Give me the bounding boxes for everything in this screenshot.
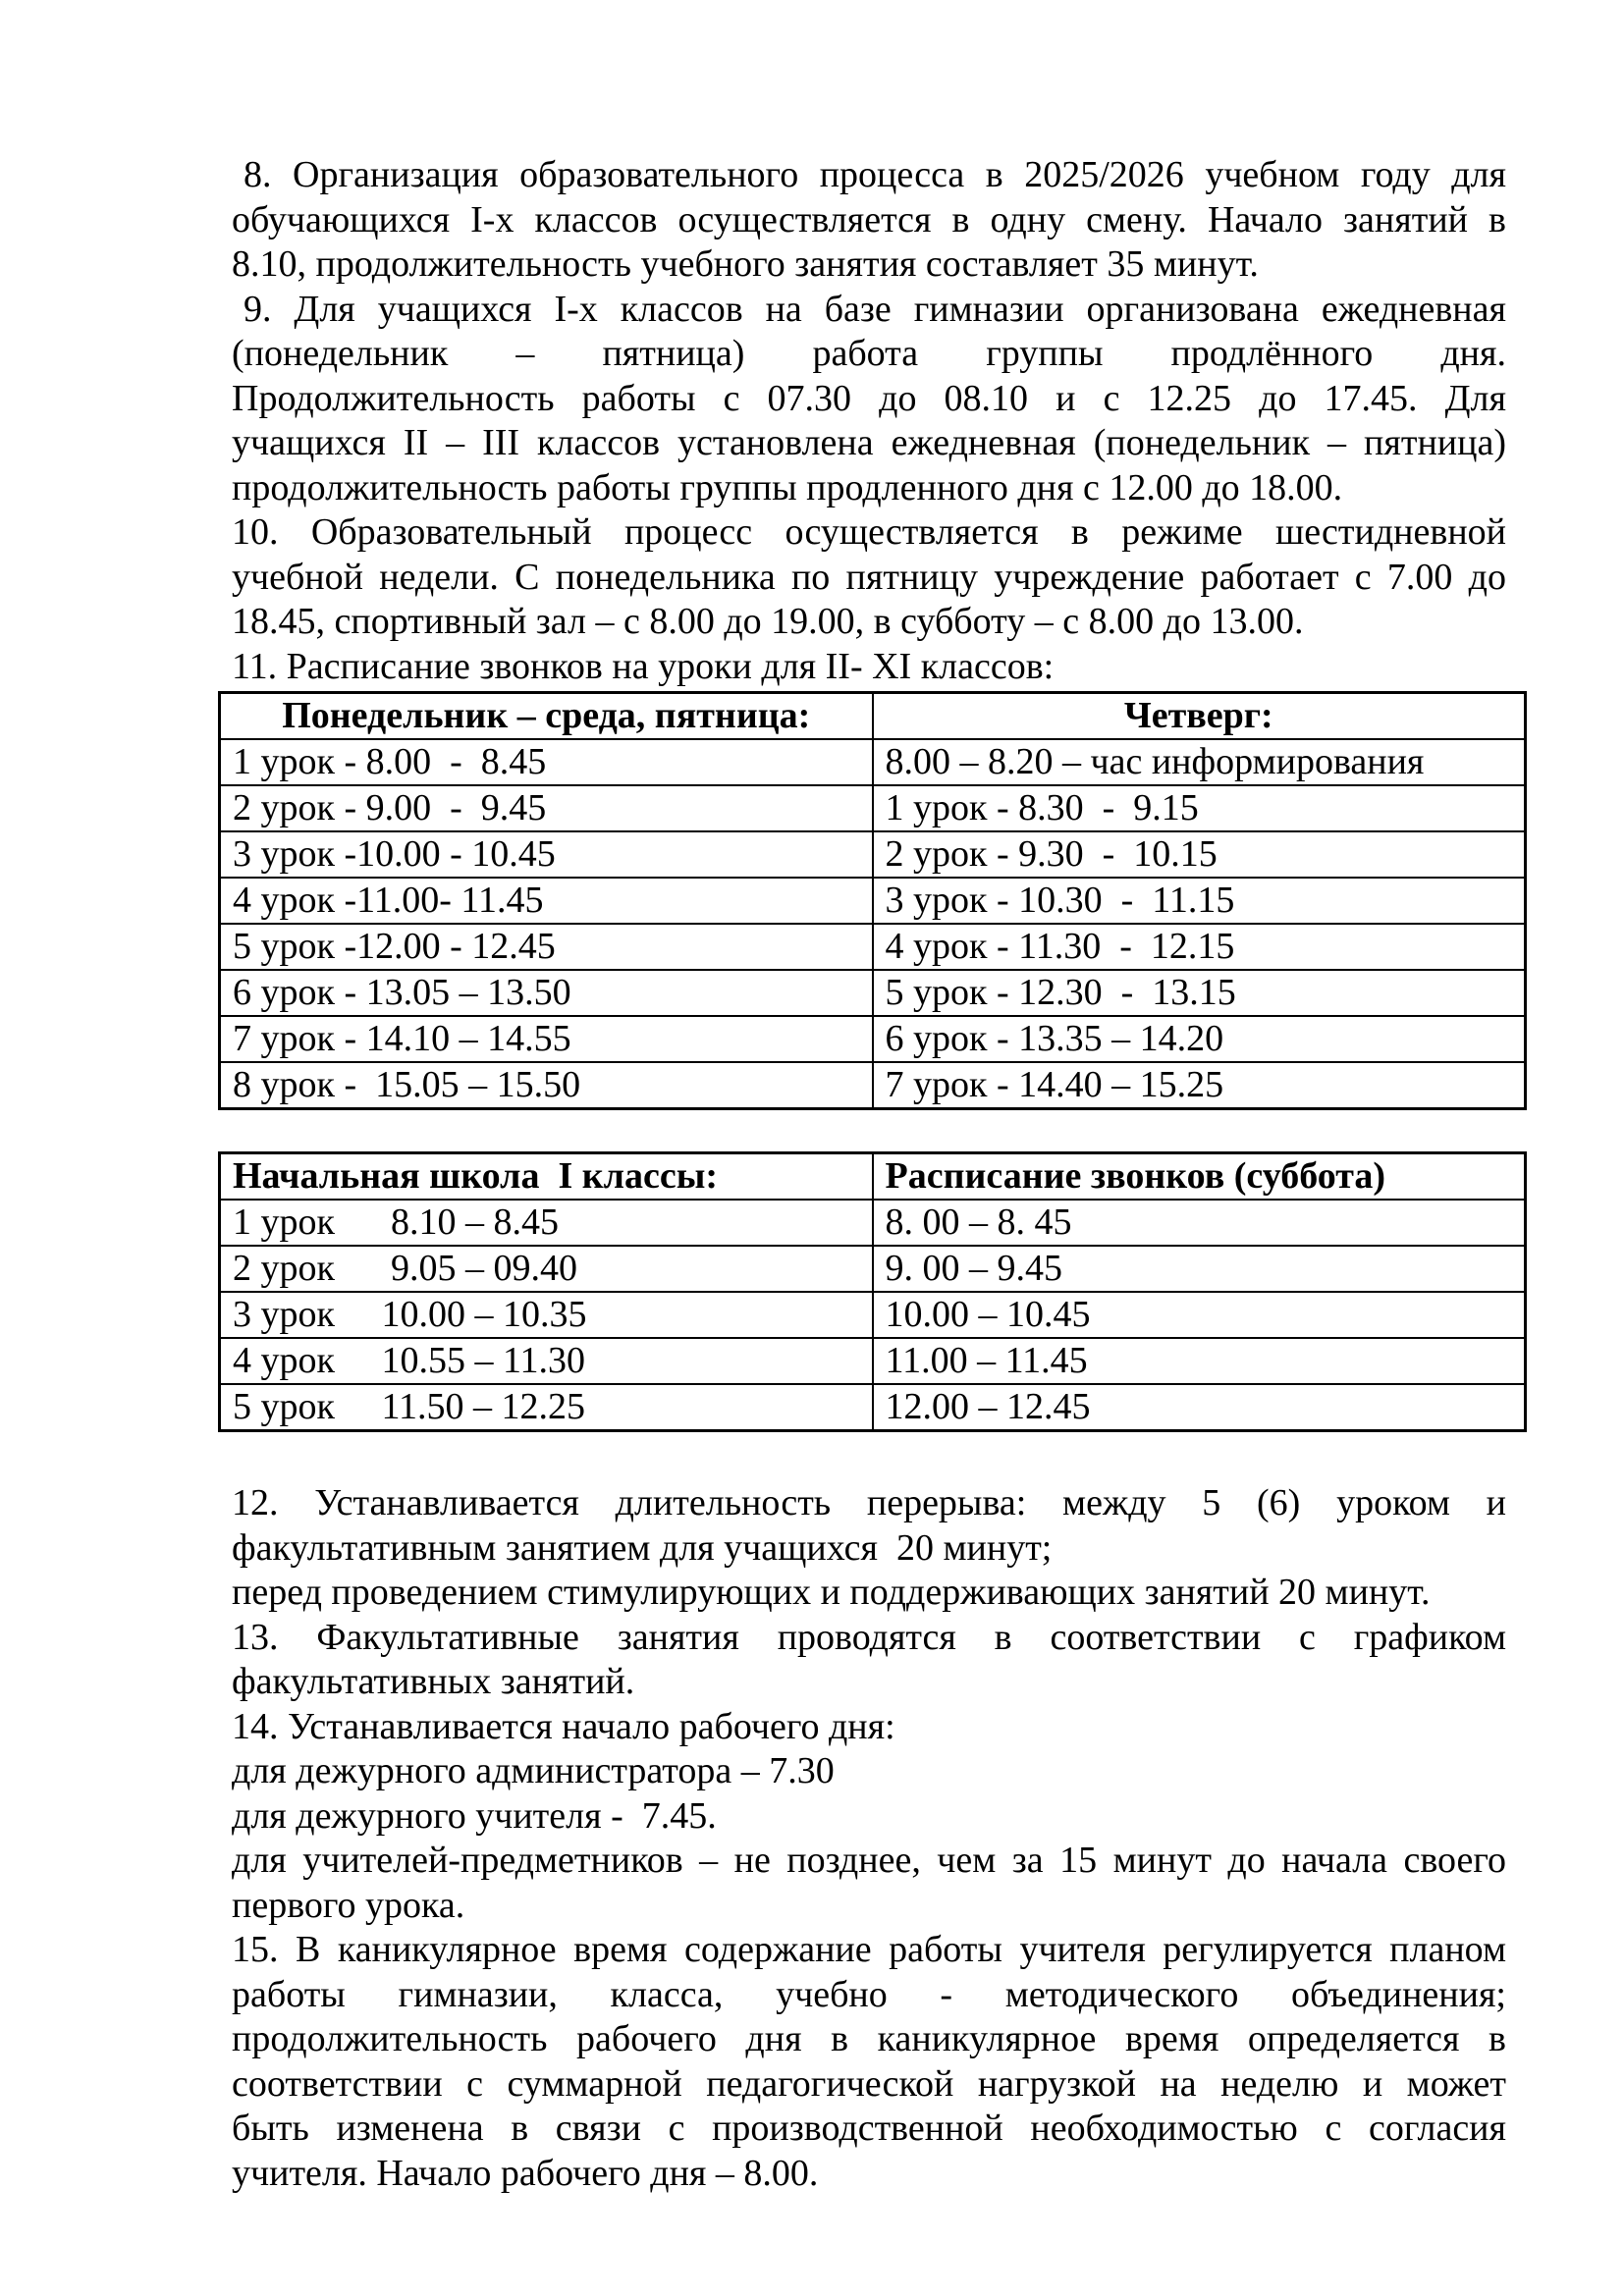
lesson-time-cell: 4 урок -11.00- 11.45 (220, 878, 873, 924)
lesson-time-cell: 2 урок - 9.00 - 9.45 (220, 785, 873, 831)
table-row (220, 970, 1526, 1016)
table-row (220, 739, 1526, 785)
text-line: Продолжительность работы с 07.30 до 08.10 и с 12.25 до 17.45. Для (232, 377, 1506, 419)
text-line: работы гимназии, класса, учебно - методического объединения; (232, 1973, 1506, 2015)
text-line: для дежурного учителя - 7.45. (232, 1794, 717, 1837)
lesson-time-cell: 10.00 – 10.45 (873, 1292, 1526, 1338)
lesson-time-cell: 1 урок - 8.30 - 9.15 (873, 785, 1526, 831)
lesson-time-cell: 12.00 – 12.45 (873, 1384, 1526, 1431)
text-line: быть изменена в связи с производственной необходимостью с согласия (232, 2108, 1506, 2149)
text-line: продолжительность рабочего дня в каникулярное время определяется в (232, 2018, 1506, 2059)
table-row (220, 1292, 1526, 1338)
text-line: 13. Факультативные занятия проводятся в соответствии с графиком (232, 1616, 1506, 1658)
header-thursday-cell: Четверг: (873, 693, 1526, 740)
lesson-time-cell: 3 урок - 10.30 - 11.15 (873, 878, 1526, 924)
table-header-row (220, 1153, 1526, 1201)
table-row (220, 1062, 1526, 1109)
text-line: 12. Устанавливается длительность перерыва: между 5 (6) уроком и (232, 1482, 1506, 1523)
lesson-time-cell: 1 урок 8.10 – 8.45 (220, 1200, 873, 1246)
table-row (220, 924, 1526, 970)
lesson-time-cell: 7 урок - 14.40 – 15.25 (873, 1062, 1526, 1109)
lesson-time-cell: 5 урок -12.00 - 12.45 (220, 924, 873, 970)
text-line: первого урока. (232, 1884, 465, 1926)
bell-schedule-table-2-11 (218, 691, 1527, 1110)
table-row (220, 1016, 1526, 1062)
text-line: продолжительность работы группы продленного дня с 12.00 до 18.00. (232, 466, 1343, 508)
table-row (220, 878, 1526, 924)
lesson-time-cell: 8.00 – 8.20 – час информирования (873, 739, 1526, 785)
lesson-time-cell: 8. 00 – 8. 45 (873, 1200, 1526, 1246)
header-saturday-cell: Расписание звонков (суббота) (873, 1153, 1526, 1201)
text-line: соответствии с суммарной педагогической нагрузкой на неделю и может (232, 2062, 1506, 2105)
bell-schedule-table-primary-saturday (218, 1151, 1527, 1432)
lesson-time-cell: 9. 00 – 9.45 (873, 1246, 1526, 1292)
lesson-time-cell: 3 урок 10.00 – 10.35 (220, 1292, 873, 1338)
text-line: 15. В каникулярное время содержание работы учителя регулируется планом (232, 1929, 1506, 1970)
text-line: (понедельник – пятница) работа группы продлённого дня. (232, 333, 1506, 374)
table-row (220, 1246, 1526, 1292)
header-weekdays-cell: Понедельник – среда, пятница: (220, 693, 873, 740)
lesson-time-cell: 8 урок - 15.05 – 15.50 (220, 1062, 873, 1109)
lesson-time-cell: 5 урок - 12.30 - 13.15 (873, 970, 1526, 1016)
text-line: учащихся II – III классов установлена ежедневная (понедельник – пятница) (232, 422, 1506, 463)
text-line: перед проведением стимулирующих и поддерживающих занятий 20 минут. (232, 1572, 1431, 1613)
table-row (220, 831, 1526, 878)
header-primary-school-cell: Начальная школа I классы: (220, 1153, 873, 1201)
text-line: факультативным занятием для учащихся 20 минут; (232, 1526, 1053, 1569)
text-line: факультативных занятий. (232, 1661, 635, 1702)
table-row (220, 1200, 1526, 1246)
text-line: для учителей-предметников – не позднее, чем за 15 минут до начала своего (232, 1840, 1506, 1881)
lesson-time-cell: 6 урок - 13.05 – 13.50 (220, 970, 873, 1016)
lesson-time-cell: 5 урок 11.50 – 12.25 (220, 1384, 873, 1431)
text-line: 14. Устанавливается начало рабочего дня: (232, 1705, 895, 1747)
table-row (220, 785, 1526, 831)
lesson-time-cell: 6 урок - 13.35 – 14.20 (873, 1016, 1526, 1062)
document-content (232, 0, 1506, 2196)
lesson-time-cell: 4 урок - 11.30 - 12.15 (873, 924, 1526, 970)
text-line: 8. Организация образовательного процесса в 2025/2026 учебном году для (244, 154, 1506, 195)
lesson-time-cell: 4 урок 10.55 – 11.30 (220, 1338, 873, 1384)
text-line: 10. Образовательный процесс осуществляется в режиме шестидневной (232, 511, 1506, 553)
text-line: обучающихся I-х классов осуществляется в одну смену. Начало занятий в (232, 198, 1506, 240)
intro-text-block (232, 153, 1506, 689)
text-line: 8.10, продолжительность учебного занятия составляет 35 минут. (232, 243, 1259, 285)
table-header-row (220, 693, 1526, 740)
text-line: учебной недели. С понедельника по пятницу учреждение работает с 7.00 до (232, 556, 1506, 598)
text-line: для дежурного администратора – 7.30 (232, 1750, 835, 1791)
lesson-time-cell: 1 урок - 8.00 - 8.45 (220, 739, 873, 785)
lesson-time-cell: 3 урок -10.00 - 10.45 (220, 831, 873, 878)
lesson-time-cell: 2 урок 9.05 – 09.40 (220, 1246, 873, 1292)
lesson-time-cell: 11.00 – 11.45 (873, 1338, 1526, 1384)
lesson-time-cell: 2 урок - 9.30 - 10.15 (873, 831, 1526, 878)
text-line: 18.45, спортивный зал – с 8.00 до 19.00, в субботу – с 8.00 до 13.00. (232, 601, 1304, 642)
lesson-time-cell: 7 урок - 14.10 – 14.55 (220, 1016, 873, 1062)
text-line: учителя. Начало рабочего дня – 8.00. (232, 2152, 819, 2194)
closing-text-block (232, 1481, 1506, 2196)
table-row (220, 1384, 1526, 1431)
table-row (220, 1338, 1526, 1384)
bell-schedule-caption: 11. Расписание звонков на уроки для II- XI классов: (232, 645, 1055, 687)
text-line: 9. Для учащихся I-х классов на базе гимназии организована ежедневная (244, 288, 1506, 330)
